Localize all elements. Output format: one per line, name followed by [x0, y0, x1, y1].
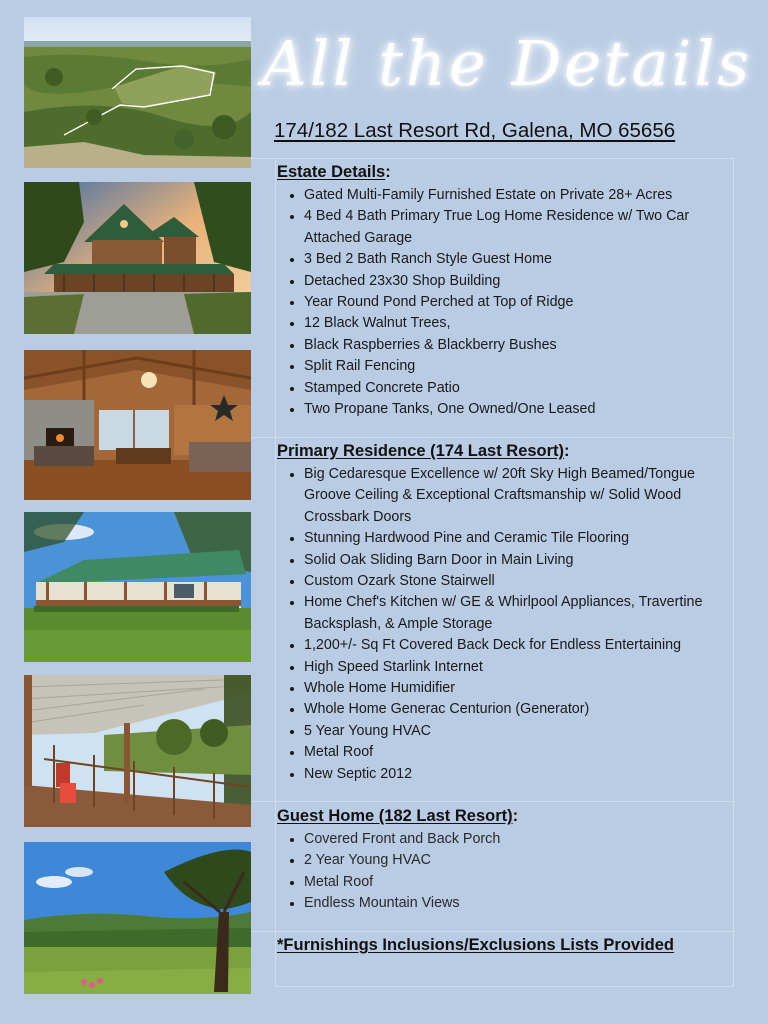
heading-colon: :: [564, 442, 570, 460]
list-item: Black Raspberries & Blackberry Bushes: [277, 335, 737, 356]
section-heading: [277, 805, 737, 827]
list-item: High Speed Starlink Internet: [277, 657, 737, 678]
list-item: Year Round Pond Perched at Top of Ridge: [277, 292, 737, 313]
section-divider-2: [251, 801, 734, 802]
list-item: 4 Bed 4 Bath Primary True Log Home Residence w/ Two Car Attached Garage: [277, 206, 737, 249]
living-room-interior-photo: [24, 350, 251, 500]
heading-colon: :: [512, 807, 519, 825]
primary-residence-section: [277, 440, 737, 785]
list-item: Stunning Hardwood Pine and Ceramic Tile Flooring: [277, 528, 737, 549]
list-item: Gated Multi-Family Furnished Estate on Private 28+ Acres: [277, 185, 737, 206]
list-item: 12 Black Walnut Trees,: [277, 313, 737, 334]
section-heading-text: Primary Residence (174 Last Resort): [277, 442, 565, 460]
list-item: 2 Year Young HVAC: [277, 850, 737, 871]
aerial-property-photo: [24, 17, 251, 168]
list-item: Solid Oak Sliding Barn Door in Main Living: [277, 550, 737, 571]
section-heading-text: Guest Home (182 Last Resort): [277, 807, 513, 825]
page-title: All the Details: [262, 27, 753, 100]
section-divider-3: [251, 931, 734, 932]
section-heading-text: Estate Details: [277, 163, 386, 181]
covered-back-deck-photo: [24, 675, 251, 827]
list-item: Metal Roof: [277, 742, 737, 763]
list-item: Stamped Concrete Patio: [277, 378, 737, 399]
list-item: Two Propane Tanks, One Owned/One Leased: [277, 399, 737, 420]
list-item: Custom Ozark Stone Stairwell: [277, 571, 737, 592]
list-item: Whole Home Generac Centurion (Generator): [277, 699, 737, 720]
list-item: 3 Bed 2 Bath Ranch Style Guest Home: [277, 249, 737, 270]
guest-home-list: [277, 829, 737, 915]
heading-colon: :: [385, 163, 391, 181]
list-item: Whole Home Humidifier: [277, 678, 737, 699]
guest-home-section: [277, 805, 737, 915]
list-item: Metal Roof: [277, 872, 737, 893]
section-divider-1: [251, 437, 734, 438]
estate-details-section: [277, 161, 737, 420]
furnishings-note-section: [277, 934, 737, 956]
list-item: Big Cedaresque Excellence w/ 20ft Sky High Beamed/Tongue Groove Ceiling & Exceptional Craftsmanship w/ Solid Wood Crossbark Doors: [277, 464, 737, 528]
section-heading: [277, 440, 737, 462]
guest-ranch-home-photo: [24, 512, 251, 662]
list-item: Endless Mountain Views: [277, 893, 737, 914]
list-item: 5 Year Young HVAC: [277, 721, 737, 742]
section-heading: [277, 161, 737, 183]
table-border-bottom: [275, 986, 734, 987]
log-home-exterior-photo: [24, 182, 251, 334]
list-item: Covered Front and Back Porch: [277, 829, 737, 850]
furnishings-note: [277, 934, 737, 956]
list-item: New Septic 2012: [277, 764, 737, 785]
primary-residence-list: [277, 464, 737, 785]
furnishings-note-text: *Furnishings Inclusions/Exclusions Lists Provided: [277, 936, 674, 954]
list-item: Split Rail Fencing: [277, 356, 737, 377]
list-item: 1,200+/- Sq Ft Covered Back Deck for Endless Entertaining: [277, 635, 737, 656]
list-item: Home Chef's Kitchen w/ GE & Whirlpool Appliances, Travertine Backsplash, & Ample Storage: [277, 592, 737, 635]
list-item: Detached 23x30 Shop Building: [277, 271, 737, 292]
table-border-top: [251, 158, 734, 159]
property-address: 174/182 Last Resort Rd, Galena, MO 65656: [274, 119, 676, 142]
estate-details-list: [277, 185, 737, 420]
mountain-view-landscape-photo: [24, 842, 251, 994]
table-border-left: [275, 158, 276, 987]
